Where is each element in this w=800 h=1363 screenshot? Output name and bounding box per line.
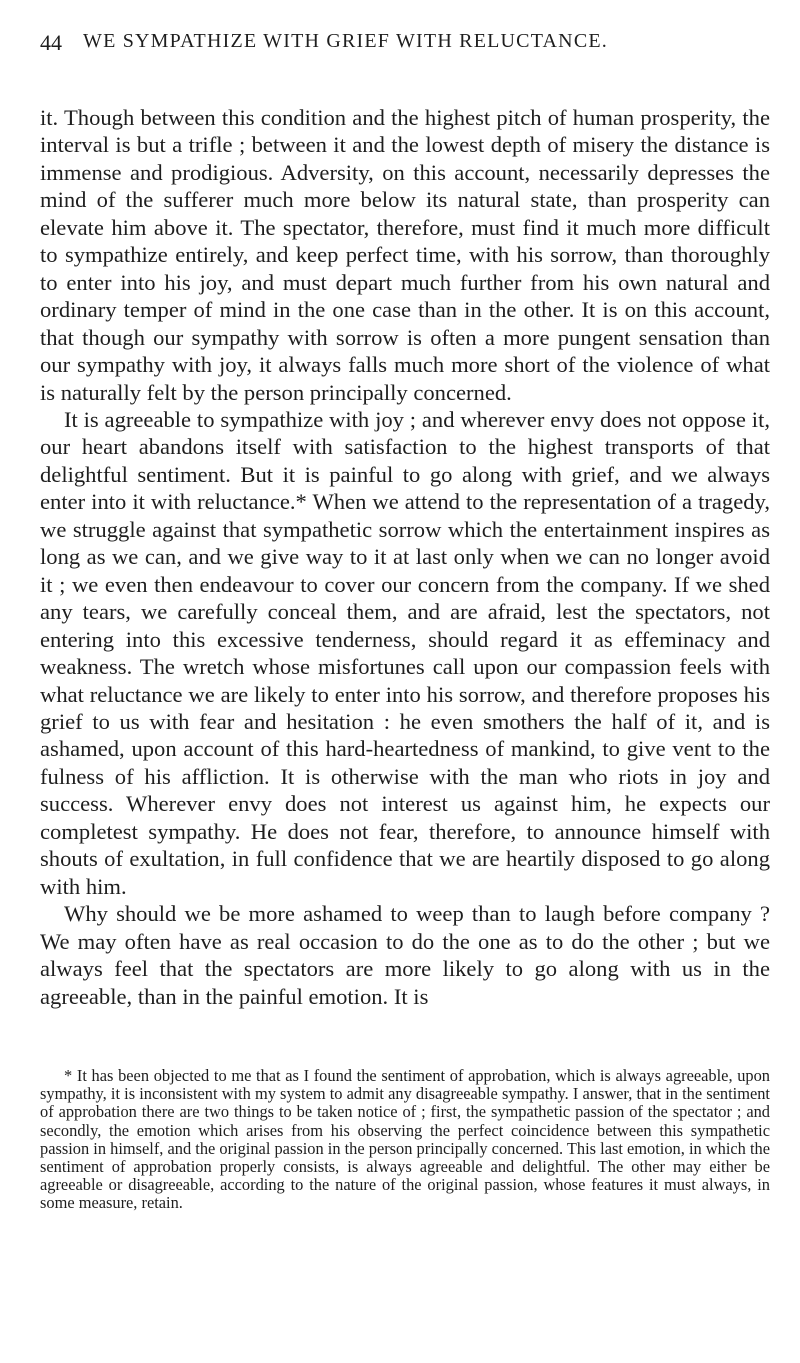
page-number: 44 — [40, 30, 62, 55]
running-head: WE SYMPATHIZE WITH GRIEF WITH RELUCTANCE. — [83, 30, 608, 52]
footnote: * It has been objected to me that as I found the sentiment of approbation, which is always agreeable, upon sympathy, it is inconsistent with my system to admit any disagreeable sympathy. I answer, that in the sentiment of approbation there are two things to be taken notice of ; first, the sympathetic passion of the spectator ; and secondly, the emotion which arises from his observing the perfect coincidence between this sympathetic passion in himself, and the original passion in the person principally concerned. This last emotion, in which the sentiment of approbation properly consists, is always agreeable and delightful. The other may either be agreeable or disagreeable, according to the nature of the original passion, whose features it must always, in some measure, retain. — [40, 1066, 770, 1213]
body-text — [40, 104, 770, 1010]
page-header — [40, 22, 770, 62]
book-page — [40, 22, 770, 1213]
paragraph-continuation: it. Though between this condition and the highest pitch of human prosperity, the interval is but a trifle ; between it and the lowest depth of misery the distance is immense and prodigious. Adversity, on this account, necessarily depresses the mind of the sufferer much more below its natural state, than prosperity can elevate him above it. The spectator, therefore, must find it much more difficult to sympathize entirely, and keep perfect time, with his sorrow, than thoroughly to enter into his joy, and must depart much further from his own natural and ordinary temper of mind in the one case than in the other. It is on this account, that though our sympathy with sorrow is often a more pungent sensation than our sympathy with joy, it always falls much more short of the violence of what is naturally felt by the person principally concerned. — [40, 105, 770, 405]
paragraph-joy-and-grief: It is agreeable to sympathize with joy ; and wherever envy does not oppose it, our heart abandons itself with satisfaction to the highest transports of that delightful sentiment. But it is painful to go along with grief, and we always enter into it with reluctance.* When we attend to the representation of a tragedy, we struggle against that sympathetic sorrow which the entertainment inspires as long as we can, and we give way to it at last only when we can no longer avoid it ; we even then endeavour to cover our concern from the company. If we shed any tears, we carefully conceal them, and are afraid, lest the spectators, not entering into this excessive tenderness, should regard it as effeminacy and weakness. The wretch whose misfortunes call upon our compassion feels with what reluctance we are likely to enter into his sorrow, and therefore proposes his grief to us with fear and hesitation : he even smothers the half of it, and is ashamed, upon account of this hard-heartedness of mankind, to give vent to the fulness of his affliction. It is otherwise with the man who riots in joy and success. Wherever envy does not interest us against him, he expects our completest sympathy. He does not fear, therefore, to announce himself with shouts of exultation, in full confidence that we are heartily disposed to go along with him. — [40, 406, 770, 899]
paragraph-weep-or-laugh: Why should we be more ashamed to weep than to laugh before company ? We may often have as real occasion to do the one as to do the other ; but we always feel that the spectators are more likely to go along with us in the agreeable, than in the painful emotion. It is — [40, 901, 770, 1009]
